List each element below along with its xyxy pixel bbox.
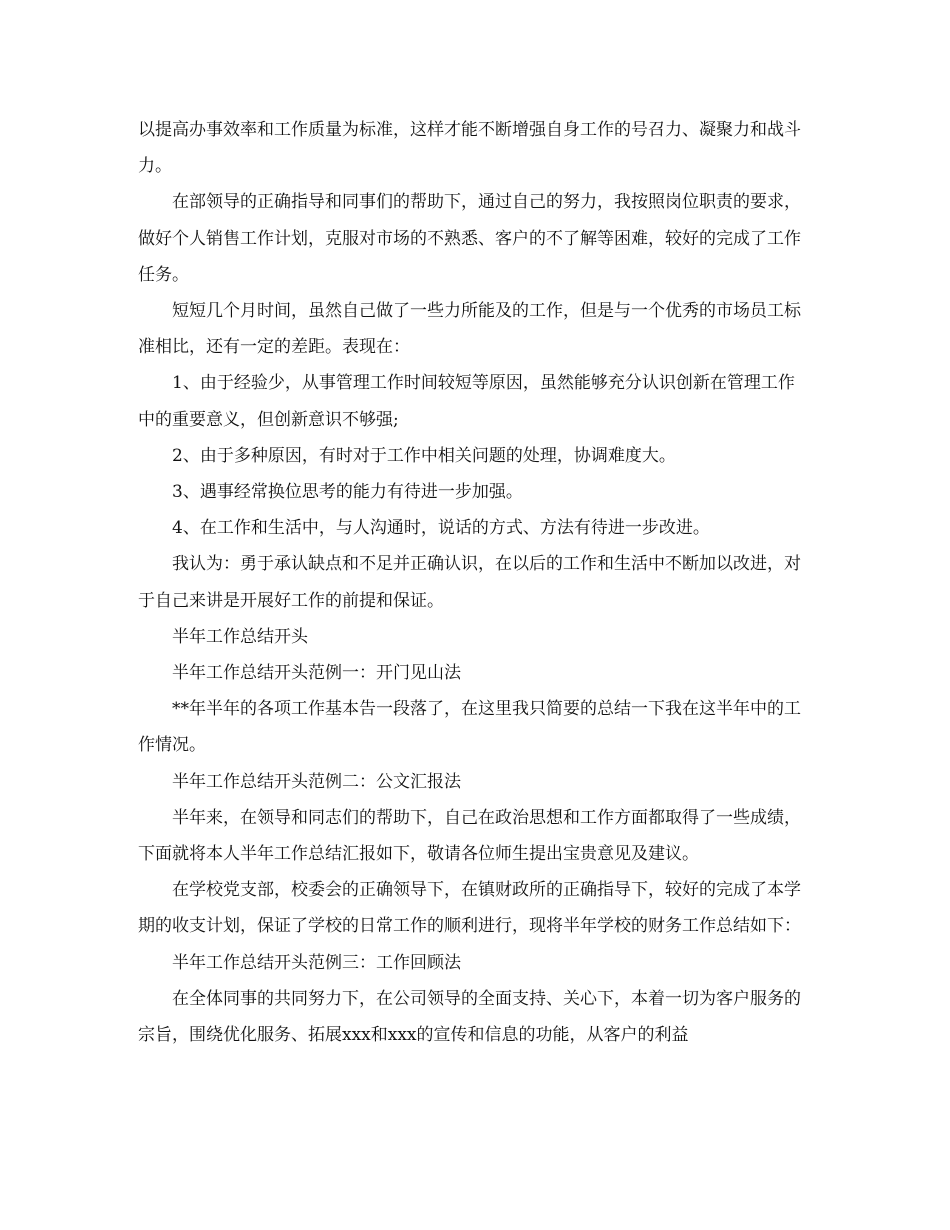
section-heading-opening: 半年工作总结开头 — [172, 626, 308, 647]
list-item-shortcoming-2: 2、由于多种原因，有时对于工作中相关问题的处理，协调难度大。 — [172, 445, 676, 466]
document-body — [138, 112, 810, 1053]
example-heading-1: 半年工作总结开头范例一：开门见山法 — [172, 663, 461, 684]
paragraph-example-3: 在全体同事的共同努力下，在公司领导的全面支持、关心下，本着一切为客户服务的宗旨，围绕优化服务、拓展xxx和xxx的宣传和信息的功能，从客户的利益 — [138, 988, 801, 1046]
paragraph-example-1: **年半年的各项工作基本告一段落了，在这里我只简要的总结一下我在这半年中的工作情况。 — [138, 699, 801, 756]
paragraph-self-reflection: 我认为：勇于承认缺点和不足并正确认识，在以后的工作和生活中不断加以改进，对于自己来讲是开展好工作的前提和保证。 — [138, 554, 801, 611]
example-heading-2: 半年工作总结开头范例二：公文汇报法 — [172, 771, 461, 792]
paragraph-example-2a: 半年来，在领导和同志们的帮助下，自己在政治思想和工作方面都取得了一些成绩，下面就将本人半年工作总结汇报如下，敬请各位师生提出宝贵意见及建议。 — [138, 807, 801, 865]
paragraph-example-2b: 在学校党支部，校委会的正确领导下，在镇财政所的正确指导下，较好的完成了本学期的收支计划，保证了学校的日常工作的顺利进行，现将半年学校的财务工作总结如下： — [138, 880, 801, 937]
paragraph-work-completion: 在部领导的正确指导和同事们的帮助下，通过自己的努力，我按照岗位职责的要求，做好个人销售工作计划，克服对市场的不熟悉、客户的不了解等困难，较好的完成了工作任务。 — [138, 192, 801, 285]
list-item-shortcoming-1: 1、由于经验少，从事管理工作时间较短等原因，虽然能够充分认识创新在管理工作中的重要意义，但创新意识不够强; — [138, 373, 795, 430]
paragraph-intro-continuation: 以提高办事效率和工作质量为标准，这样才能不断增强自身工作的号召力、凝聚力和战斗力。 — [138, 120, 801, 177]
list-item-shortcoming-4: 4、在工作和生活中，与人沟通时，说话的方式、方法有待进一步改进。 — [172, 518, 710, 539]
list-item-shortcoming-3: 3、遇事经常换位思考的能力有待进一步加强。 — [172, 482, 523, 503]
paragraph-shortcomings-intro: 短短几个月时间，虽然自己做了一些力所能及的工作，但是与一个优秀的市场员工标准相比，还有一定的差距。表现在： — [138, 301, 801, 358]
example-heading-3: 半年工作总结开头范例三：工作回顾法 — [172, 952, 461, 973]
